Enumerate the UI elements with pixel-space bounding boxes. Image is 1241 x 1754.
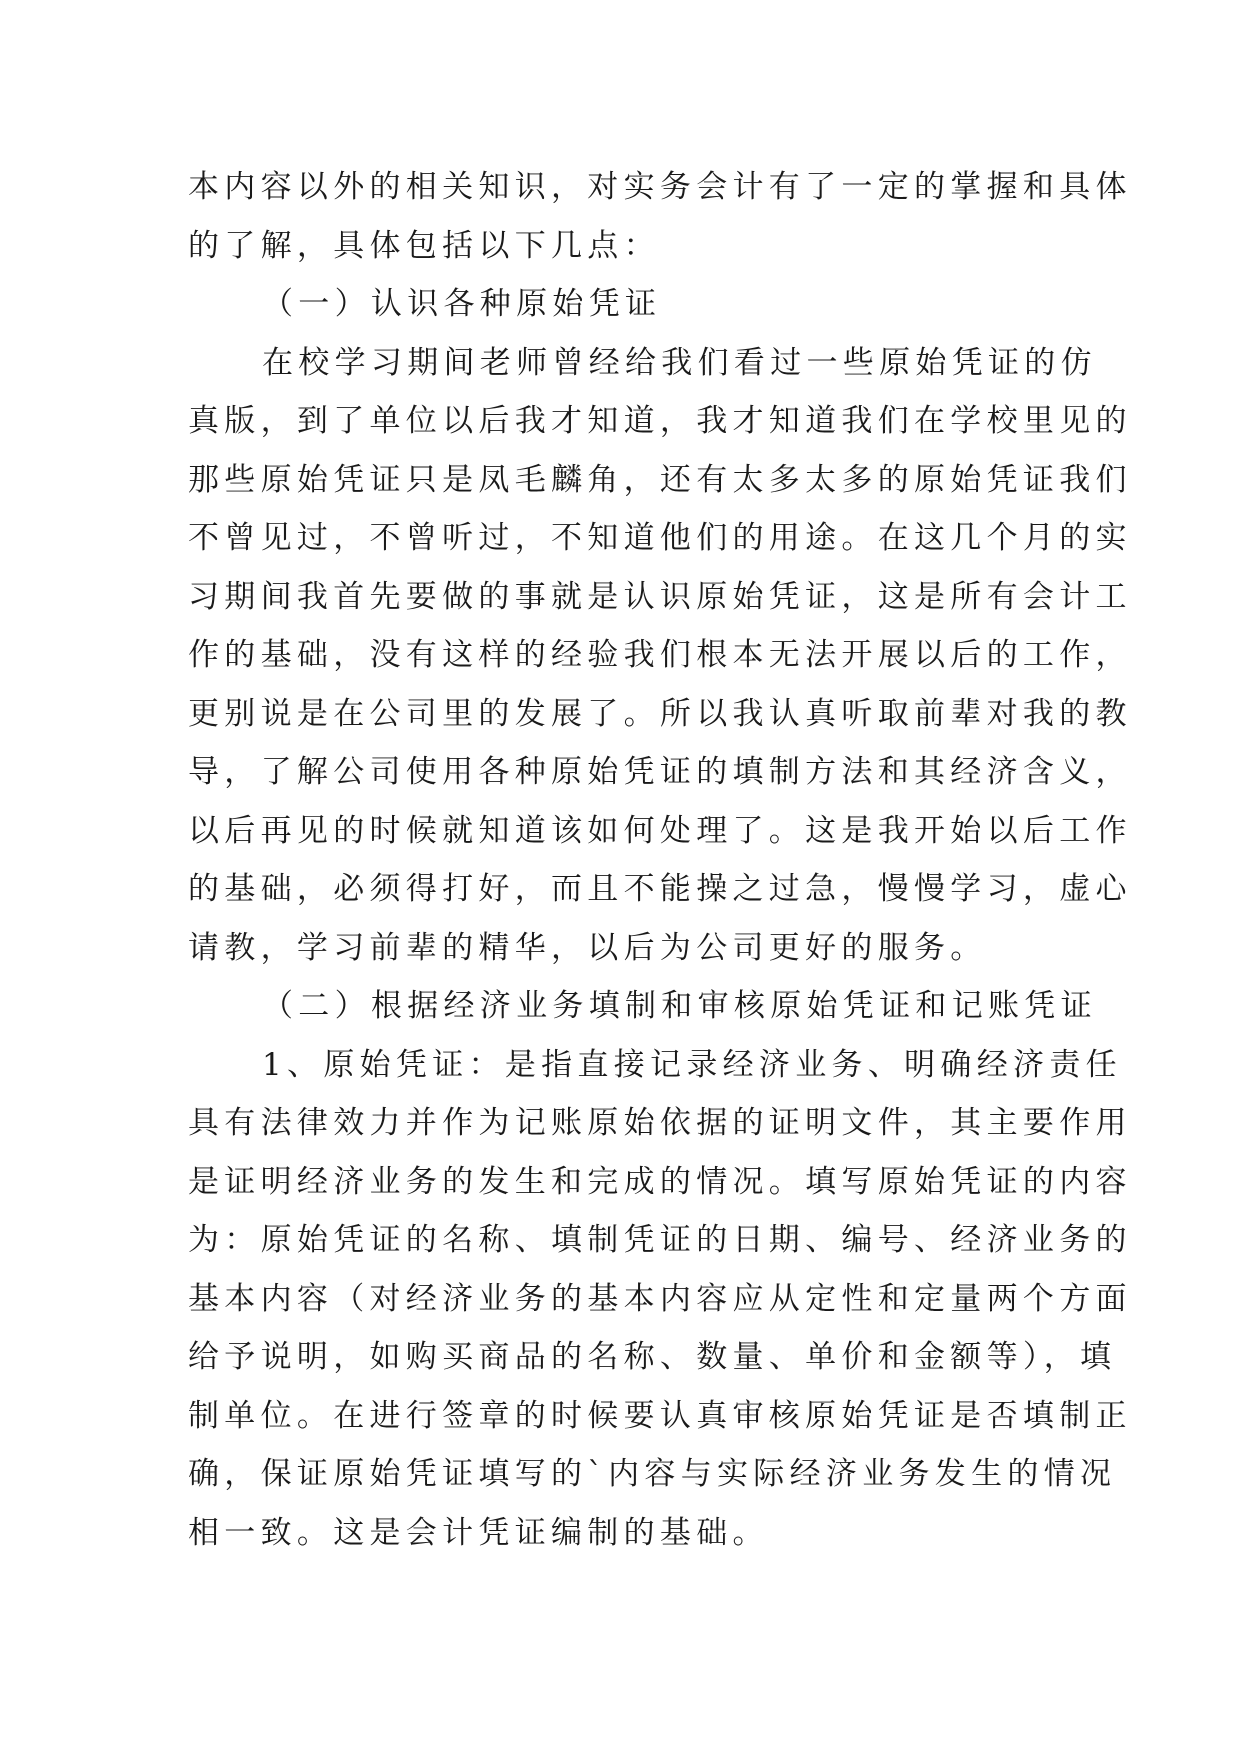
section-heading: （一）认识各种原始凭证 — [262, 286, 662, 322]
text-line: 真版，到了单位以后我才知道，我才知道我们在学校里见的 — [188, 403, 1132, 439]
text-line: 那些原始凭证只是凤毛麟角，还有太多太多的原始凭证我们 — [188, 461, 1132, 498]
section-heading: （二）根据经济业务填制和审核原始凭证和记账凭证 — [262, 988, 1097, 1024]
text-line: 给予说明，如购买商品的名称、数量、单价和金额等），填 — [188, 1339, 1117, 1375]
text-line: 导，了解公司使用各种原始凭证的填制方法和其经济含义， — [188, 754, 1132, 790]
text-line: 相一致。这是会计凭证编制的基础。 — [188, 1514, 769, 1551]
text-line: 是证明经济业务的发生和完成的情况。填写原始凭证的内容 — [188, 1163, 1132, 1200]
text-line: 更别说是在公司里的发展了。所以我认真听取前辈对我的教 — [188, 695, 1132, 732]
text-line: 1、原始凭证：是指直接记录经济业务、明确经济责任 — [262, 1046, 1122, 1083]
text-line: 确，保证原始凭证填写的`内容与实际经济业务发生的情况 — [188, 1456, 1117, 1492]
text-line: 具有法律效力并作为记账原始依据的证明文件，其主要作用 — [188, 1105, 1132, 1141]
text-line: 的基础，必须得打好，而且不能操之过急，慢慢学习，虚心 — [188, 871, 1132, 907]
text-line: 在校学习期间老师曾经给我们看过一些原始凭证的仿 — [262, 344, 1097, 381]
text-line: 不曾见过，不曾听过，不知道他们的用途。在这几个月的实 — [188, 520, 1132, 556]
text-line: 习期间我首先要做的事就是认识原始凭证，这是所有会计工 — [188, 578, 1132, 615]
text-line: 本内容以外的相关知识，对实务会计有了一定的掌握和具体 — [188, 169, 1132, 205]
text-line: 基本内容（对经济业务的基本内容应从定性和定量两个方面 — [188, 1280, 1132, 1317]
text-line: 为：原始凭证的名称、填制凭证的日期、编号、经济业务的 — [188, 1222, 1132, 1258]
text-line: 请教，学习前辈的精华，以后为公司更好的服务。 — [188, 929, 987, 966]
text-line: 作的基础，没有这样的经验我们根本无法开展以后的工作， — [188, 637, 1132, 673]
text-line: 的了解，具体包括以下几点： — [188, 227, 660, 264]
text-line: 制单位。在进行签章的时候要认真审核原始凭证是否填制正 — [188, 1397, 1132, 1434]
text-line: 以后再见的时候就知道该如何处理了。这是我开始以后工作 — [188, 812, 1132, 849]
document-body — [188, 158, 1132, 1562]
